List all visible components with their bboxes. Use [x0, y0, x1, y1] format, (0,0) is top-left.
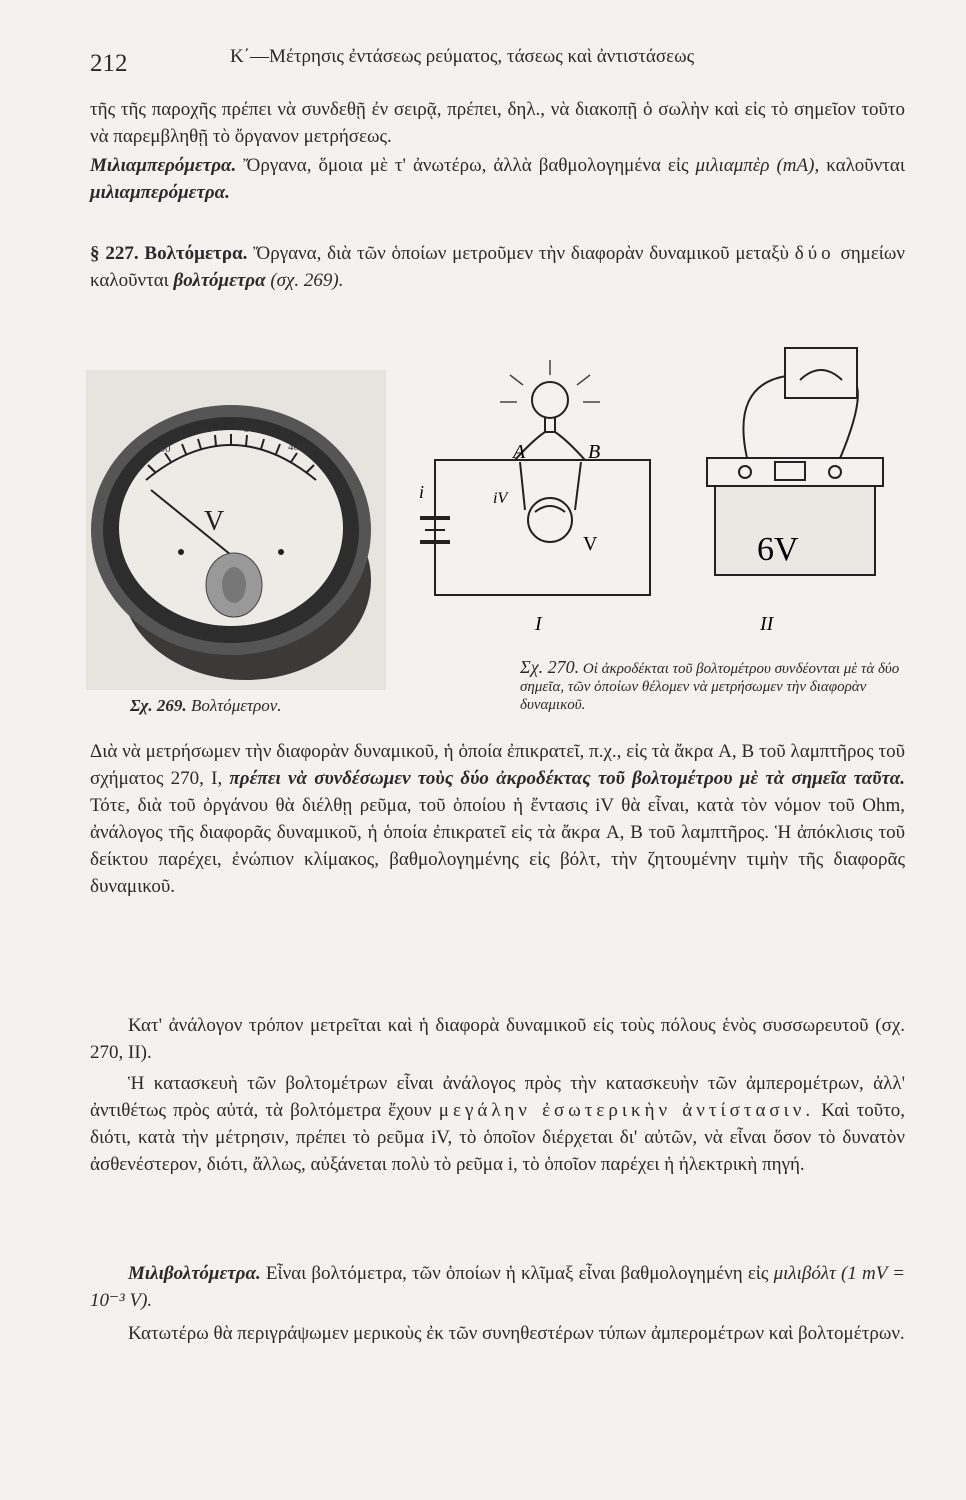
intro-text: τῆς τῆς παροχῆς πρέπει νὰ συνδεθῇ ἐν σειρᾷ, πρέπει, δηλ., νὰ διακοπῇ ὁ σωλὴν καὶ εἰς τὸ σημεῖον τοῦτο νὰ παρεμβληθῇ τὸ ὄργανον μετρήσεως. [90, 99, 905, 147]
circuit-diagram [405, 340, 925, 640]
section-text-b: σημείων καλοῦνται [90, 243, 906, 291]
body-paragraph-3 [90, 1012, 905, 1066]
milliammeter-paragraph [90, 152, 905, 206]
panel-I: I [535, 613, 542, 635]
figure-270-caption [520, 658, 920, 714]
voltmeter-photo [86, 370, 386, 690]
milliammeter-term: Μιλιαμπερόμετρα. [90, 155, 237, 176]
section-number: § 227. [90, 243, 139, 264]
milliammeter-bold: μιλιαμπερόμετρα. [90, 182, 230, 203]
body-paragraph-5 [90, 1260, 905, 1314]
intro-paragraph [90, 96, 905, 150]
page-number: 212 [90, 50, 128, 77]
p2-bold: πρέπει νὰ συνδέσωμεν τοὺς δύο ἀκροδέκτας τοῦ βολτομέτρου μὲ τὰ σημεῖα ταῦτα. [229, 768, 905, 789]
milliammeter-unit: μιλιαμπὲρ (mA), [695, 155, 820, 176]
body-paragraph-4 [90, 1070, 905, 1178]
figure-269-caption [130, 696, 282, 716]
section-227-paragraph [90, 240, 905, 294]
label-V: V [583, 533, 598, 555]
milliammeter-text-a: Ὄργανα, ὅμοια μὲ τ' ἀνωτέρω, ἀλλὰ βαθμολογημένα εἰς [236, 155, 696, 176]
section-term: Βολτόμετρα. [144, 243, 248, 264]
fig269-text: Βολτόμετρον. [190, 696, 282, 715]
label-B: B [588, 441, 601, 463]
p5-term: Μιλιβολτόμετρα. [128, 1263, 261, 1284]
body-paragraph-2 [90, 738, 905, 900]
p2-text-a: Διὰ νὰ μετρήσωμεν τὴν διαφορὰν δυναμικοῦ, ἡ ὁποία ἐπικρατεῖ, π.χ., εἰς τὰ ἄκρα A, B τοῦ λαμπτῆρος τοῦ σχήματος 270, I, [90, 741, 905, 789]
p5-unit: μιλιβόλτ (1 mV = 10⁻³ V). [90, 1263, 905, 1311]
p6-text: Κατωτέρω θὰ περιγράψωμεν μερικοὺς ἐκ τῶν συνηθεστέρων τύπων ἀμπερομέτρων καὶ βολτομέτρων. [128, 1323, 905, 1344]
label-iv: iV [493, 490, 508, 507]
p5-text: Εἶναι βολτόμετρα, τῶν ὁποίων ἡ κλῖμαξ εἶναι βαθμολογημένη εἰς [260, 1263, 774, 1284]
running-header [90, 40, 930, 80]
dial-letter: V [204, 506, 225, 537]
running-title: Κ΄—Μέτρησις ἐντάσεως ρεύματος, τάσεως καὶ ἀντιστάσεως [230, 46, 695, 67]
scale-label: 300 [244, 423, 261, 435]
label-A: A [513, 441, 526, 463]
section-text-a: Ὄργανα, διὰ τῶν ὁποίων μετροῦμεν τὴν διαφορὰν δυναμικοῦ μεταξὺ [247, 243, 795, 264]
p4-text-b: Καὶ τοῦτο, διότι, κατὰ τὴν μέτρησιν, πρέπει τὸ ρεῦμα iV, τὸ ὁποῖον διέρχεται δι' αὐτῶν, νὰ εἶναι ὅσον τὸ δυνατὸν ἀσθενέστερον, διότι, ἄλλως, αὐξάνεται πολὺ τὸ ρεῦμα i, τὸ ὁποῖον παρέχει ἡ ἠλεκτρικὴ πηγή. [90, 1100, 906, 1175]
section-ref: (σχ. 269). [265, 270, 344, 291]
scale-label: 400 [288, 441, 305, 453]
p4-spaced: μεγάλην ἐσωτερικὴν ἀντίστασιν. [438, 1100, 815, 1121]
label-i: i [419, 482, 425, 502]
p2-text-b: Τότε, διὰ τοῦ ὀργάνου θὰ διέλθῃ ρεῦμα, τοῦ ὁποίου ἡ ἔντασις iV θὰ εἶναι, κατὰ τὸν νόμον τοῦ Ohm, ἀνάλογος τῆς διαφορᾶς δυναμικοῦ, ἡ ὁποία ἐπικρατεῖ εἰς τὰ ἄκρα A, B τοῦ λαμπτῆρος. Ἡ ἀπόκλισις τοῦ δείκτου παρέχει, ἐνώπιον κλίμακος, βαθμολογημένης εἰς βόλτ, τὴν ζητουμένην τιμὴν τῆς διαφορᾶς δυναμικοῦ. [90, 795, 905, 897]
section-bold: βολτόμετρα [173, 270, 266, 291]
milliammeter-text-b: καλοῦνται [819, 155, 905, 176]
fig269-num: Σχ. 269. [130, 696, 187, 715]
scale-label: 200 [196, 423, 213, 435]
fig270-text: Οἱ ἀκροδέκται τοῦ βολτομέτρου συνδέονται μὲ τὰ δύο σημεῖα, τῶν ὁποίων θέλομεν νὰ μετρήσωμεν τὴν διαφορὰν δυναμικοῦ. [520, 661, 900, 713]
body-paragraph-6 [90, 1320, 905, 1347]
scale-label: 100 [154, 443, 171, 455]
section-spaced: δύο [794, 243, 835, 264]
p4-text-a: Ἡ κατασκευὴ τῶν βολτομέτρων εἶναι ἀνάλογος πρὸς τὴν κατασκευὴν τῶν ἀμπερομέτρων, ἀλλ' ἀντιθέτως πρὸς αὐτά, τὰ βολτόμετρα ἔχουν [90, 1073, 905, 1121]
fig270-num: Σχ. 270. [520, 657, 580, 677]
battery-label: 6V [757, 531, 799, 568]
p3-text: Κατ' ἀνάλογον τρόπον μετρεῖται καὶ ἡ διαφορὰ δυναμικοῦ εἰς τοὺς πόλους ἑνὸς συσσωρευτοῦ (σχ. 270, II). [90, 1015, 905, 1063]
panel-II: II [760, 613, 774, 635]
